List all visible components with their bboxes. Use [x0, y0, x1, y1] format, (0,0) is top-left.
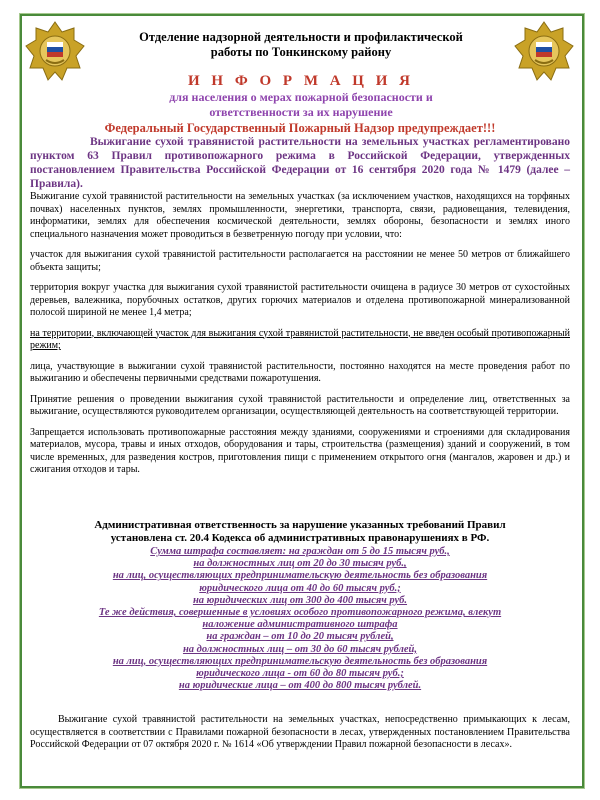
fines-list: [30, 546, 570, 692]
fine-line: юридического лица от 40 до 60 тысяч руб.;: [199, 582, 401, 594]
paragraph-prohibition: Запрещается использовать противопожарные расстояния между зданиями, сооружениями и строениями для складирования материалов, мусора, травы и иных отходов, оборудования и тары, строительства (размещения) зданий и сооружений, в том числе временных, для разведения костров, приготовления пищи с применением открытого огня (мангалов, жаровен и др.) и сжигания отходов и тары.: [30, 426, 570, 475]
warning-heading: Федеральный Государственный Пожарный Надзор предупреждает!!!: [104, 121, 496, 135]
fine-line: Те же действия, совершенные в условиях особого противопожарного режима, влекут: [98, 607, 502, 619]
info-heading: И Н Ф О Р М А Ц И Я: [188, 73, 414, 89]
fine-line: на юридические лица – от 400 до 800 тысяч рублей.: [178, 680, 422, 692]
intro-paragraph: Выжигание сухой травянистой растительности на земельных участках регламентировано пунктом 63 Правил противопожарного режима в Российской Федерации, утвержденных постановлением Правительства Российской Федерации от 16 сентября 2020 года № 1479 (далее – Правила).: [30, 136, 570, 190]
subtitle-line-1: для населения о мерах пожарной безопасности и: [169, 90, 433, 104]
info-subtitle: [96, 90, 506, 120]
organization-title: [96, 30, 506, 60]
footer-paragraph: Выжигание сухой травянистой растительности на земельных участках, непосредственно примыкающих к лесам, осуществляется в соответствии с Правилами пожарной безопасности в лесах, утвержденных постановлением Правительства Российской Федерации от 07 октября 2020 г. № 1614 «Об утверждении Правил пожарной безопасности в лесах».: [30, 714, 570, 750]
fine-line: на лиц, осуществляющих предпринимательскую деятельность без образования: [112, 655, 488, 667]
paragraph-decision: Принятие решения о проведении выжигания сухой травянистой растительности и определение лиц, ответственных за выжигание, осуществляются руководителем организации, осуществляющей деятельность на соответствующей территории.: [30, 393, 570, 417]
fine-line: на граждан – от 10 до 20 тысяч рублей,: [206, 631, 394, 643]
paragraph-conditions: Выжигание сухой травянистой растительности на земельных участках (за исключением участков, находящихся на торфяных почвах) населенных пунктов, землях промышленности, энергетики, транспорта, связи, радиовещания, телевидения, информатики, землях для обеспечения космической деятельности, землях обороны, безопасности и землях иного специального назначения может проводиться в безветренную погоду при условии, что:: [30, 191, 570, 240]
fine-line: наложение административного штрафа: [202, 619, 398, 631]
fine-line: на юридических лиц от 300 до 400 тысяч руб.: [192, 594, 408, 606]
paragraph-distance: участок для выжигания сухой травянистой растительности располагается на расстоянии не менее 50 метров от ближайшего объекта защиты;: [30, 249, 570, 273]
admin-line-2: установлена ст. 20.4 Кодекса об административных правонарушениях в РФ.: [110, 532, 490, 544]
subtitle-line-2: ответственности за их нарушение: [209, 105, 393, 119]
fire-service-emblem-icon: [513, 20, 575, 82]
body-text: [30, 191, 570, 485]
organization-line-2: работы по Тонкинскому району: [210, 45, 392, 59]
fire-service-emblem-icon: [24, 20, 86, 82]
administrative-liability: [30, 519, 570, 545]
organization-line-1: Отделение надзорной деятельности и профилактической: [139, 30, 463, 44]
paragraph-no-special-regime-text: на территории, включающей участок для выжигания сухой травянистой растительности, не введен особый противопожарный режим;: [30, 327, 570, 351]
fine-line: на лиц, осуществляющих предпринимательскую деятельность без образования: [112, 570, 488, 582]
paragraph-persons-present: лица, участвующие в выжигании сухой травянистой растительности, постоянно находятся на месте проведения работ по выжиганию и обеспечены первичными средствами пожаротушения.: [30, 360, 570, 384]
paragraph-no-special-regime: [30, 328, 570, 353]
fine-line: на должностных лиц от 20 до 30 тысяч руб.,: [193, 558, 407, 570]
admin-line-1: Административная ответственность за нарушение указанных требований Правил: [94, 519, 506, 531]
fine-line: Сумма штрафа составляет: на граждан от 5 до 15 тысяч руб.,: [150, 546, 450, 557]
fine-line: на должностных лиц – от 30 до 60 тысяч рублей,: [182, 643, 418, 655]
paragraph-cleared-area: территория вокруг участка для выжигания сухой травянистой растительности очищена в радиусе 30 метров от сухостойных деревьев, валежника, порубочных остатков, других горючих материалов и отделена противопожарной минерализованной полосой шириной не менее 1,4 метра;: [30, 282, 570, 318]
fine-line: юридического лица - от 60 до 80 тысяч руб.;: [196, 668, 404, 680]
